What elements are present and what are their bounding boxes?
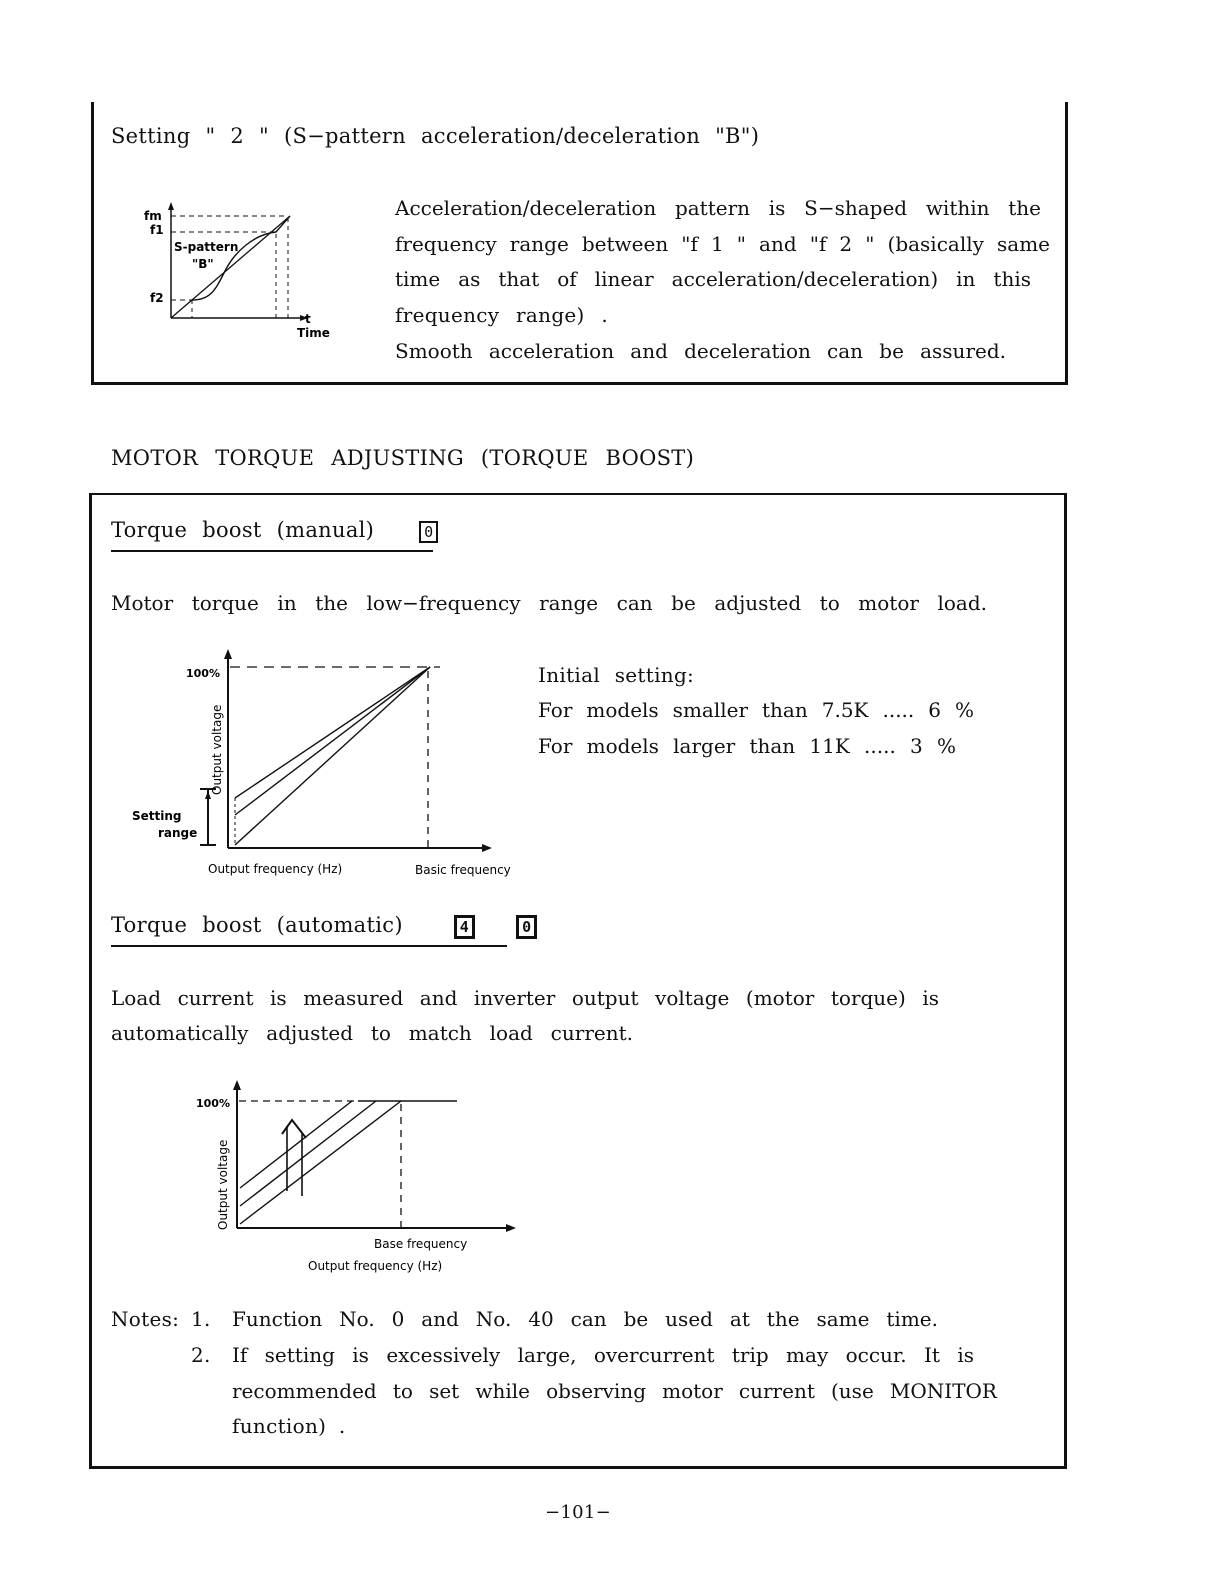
- section-title: MOTOR TORQUE ADJUSTING (TORQUE BOOST): [111, 446, 695, 470]
- automatic-key-0: 0: [516, 915, 537, 939]
- s-pattern-line-1: Acceleration∕deceleration pattern is S−shaped within the: [395, 196, 1041, 220]
- s-pattern-b-label: "B": [192, 257, 214, 271]
- automatic-boost-figure: [190, 1076, 530, 1282]
- note-2-number: 2.: [191, 1343, 211, 1367]
- manual-underline: [111, 550, 433, 552]
- note-2-text-a: If setting is excessively large, overcurrent trip may occur. It is: [232, 1343, 974, 1367]
- note-2-text-c: function) .: [232, 1414, 346, 1438]
- base-frequency-label: Base frequency: [374, 1237, 468, 1251]
- s-pattern-heading: Setting " 2 " (S−pattern acceleration∕deceleration "B"): [111, 124, 760, 148]
- s-pattern-line-5: Smooth acceleration and deceleration can be assured.: [395, 339, 1006, 363]
- time-label: Time: [297, 326, 330, 340]
- basic-frequency-label: Basic frequency: [415, 863, 511, 877]
- automatic-line-1: Load current is measured and inverter output voltage (motor torque) is: [111, 986, 939, 1010]
- f1-label: f1: [150, 223, 164, 237]
- manual-key-0: 0: [419, 521, 438, 543]
- page-number: −101−: [545, 1502, 612, 1523]
- manual-heading: [111, 518, 438, 543]
- automatic-underline: [111, 945, 507, 947]
- range-label: range: [158, 826, 198, 840]
- t-label: t: [305, 312, 311, 326]
- note-1-text: Function No. 0 and No. 40 can be used at the same time.: [232, 1307, 938, 1331]
- s-pattern-line-2: frequency range between "f 1 " and "f 2 " (basically same: [395, 232, 1050, 256]
- initial-setting-large: For models larger than 11K ..... 3 %: [538, 734, 956, 758]
- s-pattern-figure: [140, 196, 350, 346]
- note-1-number: 1.: [191, 1307, 211, 1331]
- automatic-heading: [111, 913, 537, 939]
- manual-ylabel: Output voltage: [210, 704, 224, 795]
- automatic-key-4: 4: [454, 915, 475, 939]
- s-pattern-label: S-pattern: [174, 240, 239, 254]
- manual-boost-figure: [128, 645, 538, 885]
- manual-heading-text: Torque boost (manual): [111, 518, 375, 542]
- initial-setting-label: Initial setting:: [538, 663, 695, 687]
- s-pattern-line-4: frequency range) .: [395, 303, 608, 327]
- fm-label: fm: [144, 209, 162, 223]
- f2-label: f2: [150, 291, 164, 305]
- automatic-ylabel: Output voltage: [216, 1139, 230, 1230]
- automatic-100pct-label: 100%: [196, 1097, 230, 1110]
- manual-description: Motor torque in the low−frequency range can be adjusted to motor load.: [111, 591, 987, 615]
- manual-xlabel: Output frequency (Hz): [208, 862, 343, 876]
- note-2-text-b: recommended to set while observing motor current (use MONITOR: [232, 1379, 997, 1403]
- automatic-heading-text: Torque boost (automatic): [111, 913, 403, 937]
- automatic-xlabel: Output frequency (Hz): [308, 1259, 443, 1273]
- automatic-line-2: automatically adjusted to match load current.: [111, 1021, 633, 1045]
- notes-label: Notes:: [111, 1307, 180, 1331]
- s-pattern-line-3: time as that of linear acceleration∕deceleration) in this: [395, 267, 1031, 291]
- manual-100pct-label: 100%: [186, 667, 220, 680]
- initial-setting-small: For models smaller than 7.5K ..... 6 %: [538, 698, 974, 722]
- setting-label: Setting: [132, 809, 182, 823]
